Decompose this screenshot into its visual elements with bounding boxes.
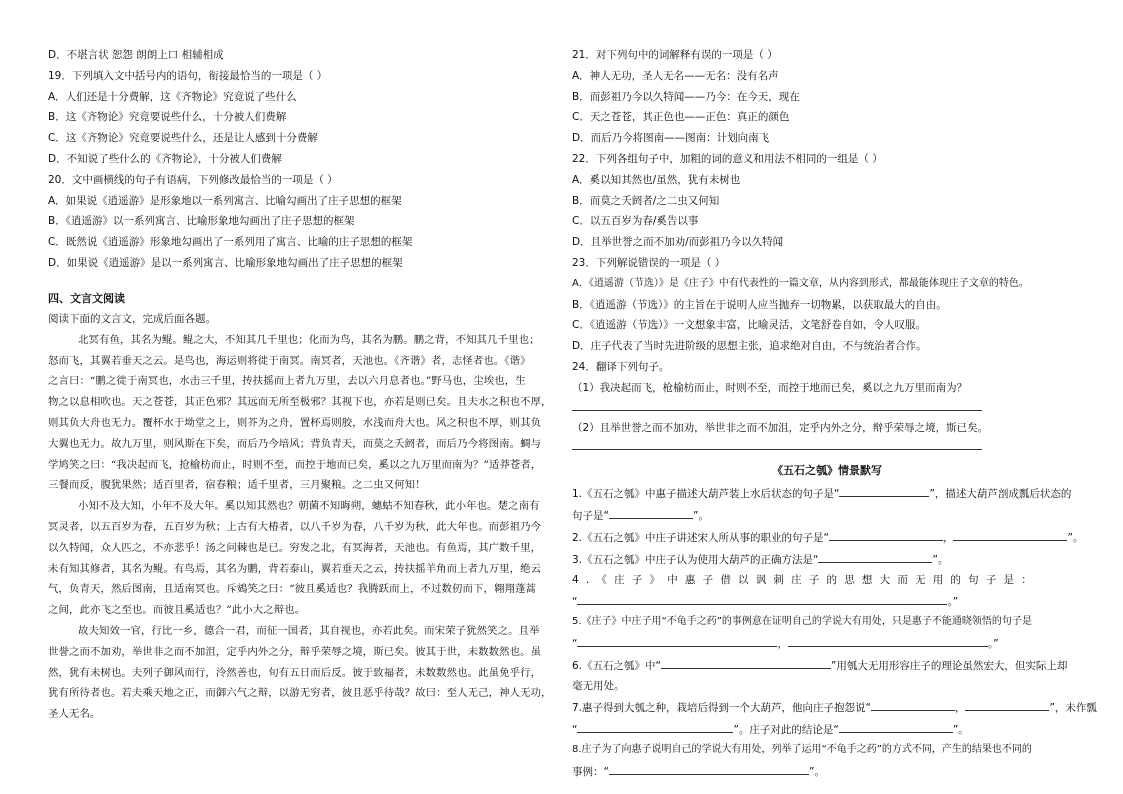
option-line: A．神人无功，圣人无名——无名：没有名声 <box>572 69 779 82</box>
fill-blank[interactable] <box>609 508 693 519</box>
dictation-q8 <box>572 744 1082 756</box>
fill-blank[interactable] <box>788 636 988 647</box>
fill-blank[interactable] <box>661 658 831 669</box>
option-line: B．而彭祖乃今以久特闻——乃今：在今天，现在 <box>572 90 800 103</box>
passage-line: 之言曰：“鹏之徙于南冥也，水击三千里，抟扶摇而上者九万里，去以六月息者也。”野马也，尘埃也，生 <box>48 375 526 388</box>
q1-text: 1.《五石之瓠》中惠子描述大葫芦装上水后状态的句子是“ <box>572 488 840 501</box>
q3-text: 3.《五石之瓠》中庄子认为使用大葫芦的正确方法是“ <box>572 554 819 567</box>
passage-line: 故夫知效一官，行比一乡，德合一君，而征一国者，其自视也，亦若此矣。而宋荣子犹然笑之。且举 <box>78 624 540 637</box>
q5-text: 。” <box>987 638 999 651</box>
dictation-q2 <box>572 530 1082 544</box>
q1-text: ”。 <box>692 510 709 523</box>
passage-line: 气，负青天，然后图南，且适南冥也。斥鴳笑之曰：“彼且奚适也？我腾跃而上，不过数仞而下，翱翔蓬蒿 <box>48 583 536 596</box>
dictation-q5 <box>572 616 1082 628</box>
fill-blank[interactable] <box>577 636 777 647</box>
option-line: B．《逍遥游（节选）》的主旨在于说明人应当抛弃一切物累，以获取最大的自由。 <box>572 298 947 311</box>
q2-text: ， <box>942 532 954 545</box>
option-line: A．如果说《逍遥游》是形象地以一系列寓言、比喻勾画出了庄子思想的框架 <box>48 194 402 207</box>
answer-line[interactable] <box>572 441 982 450</box>
dictation-q4 <box>572 574 1082 586</box>
dictation-q8-cont <box>572 764 1082 778</box>
q5-text: 5.《庄子》中庄子用“不龟手之药”的事例意在证明自己的学说大有用处，只是惠子不能通晓领悟的句子是 <box>572 616 1032 628</box>
fill-blank[interactable] <box>577 722 733 733</box>
q6-text: 毫无用处。 <box>572 680 625 693</box>
q2-text: 2.《五石之瓠》中庄子讲述宋人所从事的职业的句子是“ <box>572 532 829 545</box>
translate-item-1: （1）我决起而飞，枪榆枋而止，时则不至，而控于地而已矣，奚以之九万里而南为？ <box>572 381 968 394</box>
option-line: D．如果说《逍遥游》是以一系列寓言、比喻形象地勾画出了庄子思想的框架 <box>48 256 403 269</box>
dictation-q6 <box>572 658 1082 672</box>
fill-blank[interactable] <box>953 530 1067 541</box>
fill-blank[interactable] <box>817 594 947 605</box>
option-line: D．不知说了些什么的《齐物论》，十分被人们费解 <box>48 152 282 165</box>
passage-line: 以久特闻，众人匹之，不亦悲乎！汤之问棘也是已。穷发之北，有冥海者，天池也。有鱼焉，其广数千里， <box>48 541 542 554</box>
fill-blank[interactable] <box>829 530 943 541</box>
passage-line: 然，犹有未树也。夫列子御风而行，泠然善也，旬有五日而后反。彼于致福者，未数数然也。此虽免乎行， <box>48 666 542 679</box>
section-title: 四、文言文阅读 <box>48 291 125 305</box>
dictation-q4-cont <box>572 594 1082 608</box>
passage-line: 大翼也无力。故九万里，则风斯在下矣，而后乃今培风；背负青天，而莫之夭阏者，而后乃今将图南。蜩与 <box>48 437 542 450</box>
passage-line: 犹有所待者也。若夫乘天地之正，而御六气之辩，以游无穷者，彼且恶乎待哉？故曰：至人无己，神人无功， <box>48 687 552 700</box>
dictation-q3 <box>572 552 1082 566</box>
passage-line: 则其负大舟也无力。覆杯水于坳堂之上，则芥为之舟，置杯焉则胶，水浅而舟大也。风之积也不厚，则其负 <box>48 416 542 429</box>
fill-blank[interactable] <box>577 594 817 605</box>
q4-text: 。” <box>947 596 959 609</box>
q8-text: 事例：“ <box>572 766 609 779</box>
passage-line: 三餐而反，腹犹果然；适百里者，宿春粮；适千里者，三月聚粮。之二虫又何知！ <box>48 479 426 492</box>
passage-line: 冥灵者，以五百岁为春，五百岁为秋；上古有大椿者，以八千岁为春，八千岁为秋，此大年也。而彭祖乃今 <box>48 520 542 533</box>
option-line: C．天之苍苍，其正色也——正色：真正的颜色 <box>572 111 790 124</box>
option-line: A．《逍遥游（节选）》是《庄子》中有代表性的一篇文章，从内容到形式，都最能体现庄子文章的特色。 <box>572 277 1029 289</box>
option-line: C．既然说《逍遥游》形象地勾画出了一系列用了寓言、比喻的庄子思想的框架 <box>48 236 413 249</box>
option-line: A．人们还是十分费解，这《齐物论》究竟说了些什么 <box>48 90 297 103</box>
left-column <box>48 48 552 728</box>
fill-blank[interactable] <box>839 486 929 497</box>
dictation-title: 《五石之瓠》情景默写 <box>772 464 882 478</box>
fill-blank[interactable] <box>965 700 1049 711</box>
q2-text: ”。 <box>1067 532 1084 545</box>
question-21: 21．对下列句中的词解释有误的一项是（ ） <box>572 49 778 61</box>
q8-text: 8.庄子为了向惠子说明自己的学说大有用处，列举了运用“不龟手之药”的方式不同，产生的结果也不同的 <box>572 744 1032 756</box>
option-line: B．《逍遥游》以一系列寓言、比喻形象地勾画出了庄子思想的框架 <box>48 215 355 228</box>
section-intro: 阅读下面的文言文，完成后面各题。 <box>48 312 216 325</box>
classical-passage <box>48 333 552 722</box>
fill-blank[interactable] <box>839 722 953 733</box>
q7-text: “ <box>572 724 578 737</box>
q5-text: ， <box>777 638 788 651</box>
dictation-q7 <box>572 700 1097 715</box>
dictation-q7-cont <box>572 722 1082 736</box>
q5-text: “ <box>572 638 578 651</box>
option-line: B．而莫之夭阏者/之二虫又何知 <box>572 194 720 207</box>
q3-text: ”。 <box>932 554 949 567</box>
passage-line: 之间，此亦飞之至也。而彼且奚适也？”此小大之辩也。 <box>48 604 306 617</box>
option-line: D．庄子代表了当时先进阶级的思想主张，追求绝对自由，不与统治者合作。 <box>572 340 927 353</box>
q7-text: 7.惠子得到大瓠之种，栽培后得到一个大葫芦，他向庄子抱怨说“ <box>572 702 871 715</box>
right-column <box>572 48 1097 786</box>
translate-item-2: （2）且举世誉之而不加劝，举世非之而不加沮，定乎内外之分，辩乎荣辱之境，斯已矣。 <box>572 421 989 434</box>
q7-text: ”，未作瓢 <box>1049 702 1097 715</box>
question-23: 23．下列解说错误的一项是（ ） <box>572 256 726 269</box>
option-line: D．不堪言状 恕怨 朗朗上口 相辅相成 <box>48 49 224 61</box>
q7-text: ， <box>954 702 966 715</box>
option-line: C．这《齐物论》究竟要说些什么，还是让人感到十分费解 <box>48 132 318 145</box>
question-19: 19．下列填入文中括号内的语句，衔接最恰当的一项是（ ） <box>48 69 328 82</box>
q7-text: ”。庄子对此的结论是“ <box>733 724 839 737</box>
passage-line: 世誉之而不加劝，举世非之而不加沮，定乎内外之分，辩乎荣辱之境，斯已矣。彼其于世，未数数然也。虽 <box>48 645 542 658</box>
q6-text: ”用瓠大无用形容庄子的理论虽然宏大，但实际上却 <box>830 660 1068 673</box>
question-24: 24．翻译下列句子。 <box>572 360 670 373</box>
passage-line: 学鸠笑之曰：“我决起而飞，抢榆枋而止，时则不至，而控于地而已矣，奚以之九万里而南为？”适莽苍者， <box>48 458 542 471</box>
passage-line: 小知不及大知，小年不及大年。奚以知其然也？朝菌不知晦朔，蟪蛄不知春秋，此小年也。楚之南有 <box>78 500 540 513</box>
question-22: 22．下列各组句子中，加粗的词的意义和用法不相同的一组是（ ） <box>572 152 883 165</box>
passage-line: 北冥有鱼，其名为鲲。鲲之大，不知其几千里也；化而为鸟，其名为鹏。鹏之背，不知其几千里也； <box>78 333 540 346</box>
dictation-q5-cont <box>572 636 1082 650</box>
passage-line: 圣人无名。 <box>48 708 101 721</box>
option-line: B．这《齐物论》究竟要说些什么，十分被人们费解 <box>48 111 287 124</box>
passage-line: 未有知其修者，其名为鲲。有鸟焉，其名为鹏，背若泰山，翼若垂天之云，抟扶摇羊角而上者九万里，绝云 <box>48 562 542 575</box>
passage-line: 怒而飞，其翼若垂天之云。是鸟也，海运则将徙于南冥。南冥者，天池也。《齐谐》者，志怪者也。《谐》 <box>48 354 531 367</box>
dictation-q1 <box>572 486 1082 500</box>
fill-blank[interactable] <box>871 700 955 711</box>
q7-text: ”。 <box>952 724 969 737</box>
dictation-q1-cont <box>572 508 1082 522</box>
q4-text: “ <box>572 596 578 609</box>
q8-text: ”。 <box>808 766 825 779</box>
q1-text: ”，描述大葫芦剖成瓢后状态的 <box>929 488 1072 501</box>
fill-blank[interactable] <box>818 552 932 563</box>
passage-line: 物之以息相吹也。天之苍苍，其正色邪？其远而无所至极邪？其视下也，亦若是则已矣。且夫水之积也不厚， <box>48 396 552 409</box>
question-20: 20．文中画横线的句子有语病，下列修改最恰当的一项是（ ） <box>48 173 338 186</box>
dictation-q6-cont <box>572 680 1082 692</box>
q6-text: 6.《五石之瓠》中“ <box>572 660 661 673</box>
answer-line[interactable] <box>572 402 982 411</box>
option-line: D．而后乃今将图南——图南：计划向南飞 <box>572 132 770 145</box>
option-line: A．奚以知其然也/虽然，犹有未树也 <box>572 173 741 186</box>
q4-text: 4.《庄子》中惠子借以讽刺庄子的思想大而无用的句子是： <box>572 574 1039 587</box>
fill-blank[interactable] <box>609 764 809 775</box>
option-line: C．以五百岁为春/奚告以事 <box>572 215 699 228</box>
option-line: D．且举世誉之而不加劝/而彭祖乃今以久特闻 <box>572 236 784 249</box>
option-line: C．《逍遥游（节选）》一文想象丰富，比喻灵活，文笔舒卷自如，令人叹服。 <box>572 319 926 332</box>
q1-text: 句子是“ <box>572 510 609 523</box>
